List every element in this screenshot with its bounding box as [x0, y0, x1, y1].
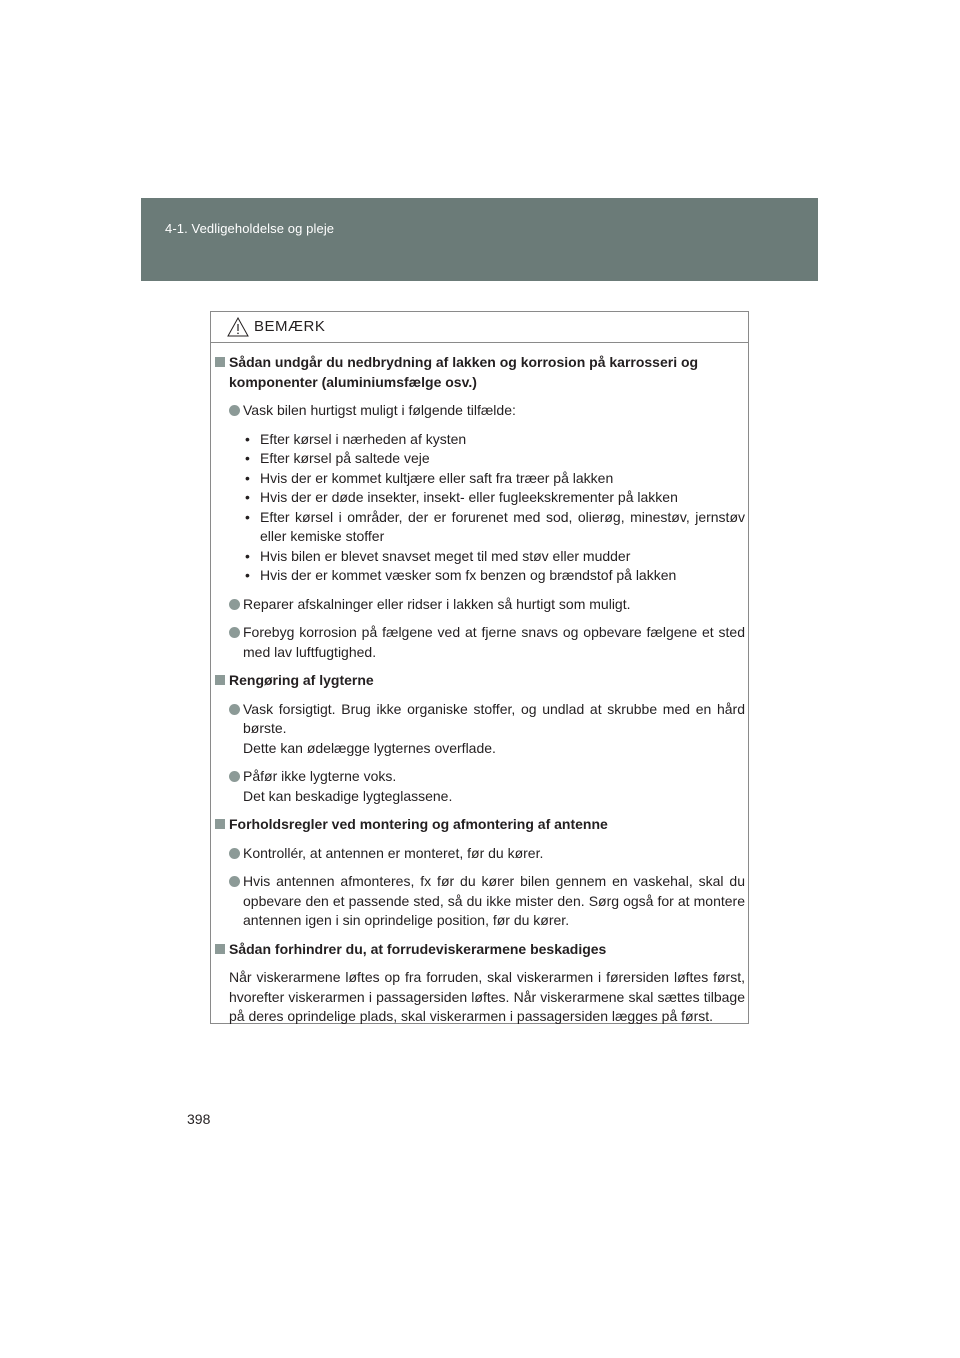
bullet-item — [215, 623, 745, 662]
dot-bullet-icon: • — [245, 430, 250, 447]
bullet-item — [215, 844, 745, 864]
sub-list — [215, 430, 745, 586]
list-item-text: Efter kørsel på saltede veje — [260, 450, 430, 466]
caution-title-row — [211, 312, 748, 343]
bullet-text: Påfør ikke lygterne voks. — [243, 768, 397, 784]
section-heading — [215, 940, 745, 960]
list-item — [245, 430, 745, 450]
caution-box — [210, 311, 749, 1024]
list-item-text: Hvis der er kommet væsker som fx benzen og brændstof på lakken — [260, 567, 677, 583]
square-bullet-icon — [215, 357, 225, 367]
list-item-text: Hvis bilen er blevet snavset meget til med støv eller mudder — [260, 547, 631, 564]
bullet-text: Kontrollér, at antennen er monteret, før du kører. — [243, 844, 544, 861]
bullet-text: Vask bilen hurtigst muligt i følgende tilfælde: — [243, 402, 516, 418]
dot-bullet-icon: • — [245, 508, 250, 525]
caution-title: BEMÆRK — [254, 318, 326, 335]
section-heading — [215, 353, 745, 392]
warning-triangle-icon — [227, 317, 249, 337]
bullet-text: Forebyg korrosion på fælgene ved at fjerne snavs og opbevare fælgene et sted med lav luftfugtighed. — [243, 624, 745, 660]
list-item — [245, 566, 745, 586]
circle-bullet-icon — [229, 405, 240, 416]
heading-text: Rengøring af lygterne — [229, 672, 374, 688]
list-item-text: Hvis der er kommet kultjære eller saft fra træer på lakken — [260, 469, 614, 486]
circle-bullet-icon — [229, 627, 240, 638]
bullet-item — [215, 700, 745, 759]
bullet-note: Dette kan ødelægge lygternes overflade. — [243, 739, 496, 756]
heading-text: Sådan undgår du nedbrydning af lakken og korrosion på karrosseri og komponenter (aluminiumsfælge osv.) — [229, 354, 699, 390]
paragraph: Når viskerarmene løftes op fra forruden, skal viskerarmen i førersiden løftes først, hvorefter viskerarmen i passagersiden løftes. Når viskerarmene skal sættes tilbage på deres oprindelige plads, skal viskerarmen i passagersiden lægges på først. — [229, 969, 745, 1024]
dot-bullet-icon: • — [245, 489, 250, 505]
section-title: 4-1. Vedligeholdelse og pleje — [165, 221, 335, 236]
list-item — [245, 547, 745, 567]
list-item-text: Efter kørsel i områder, der er forurenet med sod, olierøg, minestøv, jernstøv eller kemiske stoffer — [260, 508, 745, 544]
circle-bullet-icon — [229, 704, 240, 715]
bullet-item — [215, 872, 745, 931]
circle-bullet-icon — [229, 848, 240, 859]
list-item — [245, 508, 745, 547]
square-bullet-icon — [215, 675, 225, 685]
section-heading — [215, 815, 745, 835]
caution-content — [215, 353, 745, 1027]
chapter-header-band — [141, 198, 818, 281]
square-bullet-icon — [215, 819, 225, 829]
circle-bullet-icon — [229, 876, 240, 887]
section-heading — [215, 671, 745, 691]
circle-bullet-icon — [229, 599, 240, 610]
list-item-text: Hvis der er døde insekter, insekt- eller fugleekskrementer på lakken — [260, 489, 678, 505]
bullet-text: Hvis antennen afmonteres, fx før du kører bilen gennem en vaskehal, skal du opbevare den et passende sted, så du ikke mister den. Sørg også for at montere antennen igen i sin oprindelige position, før du kører. — [243, 873, 745, 928]
dot-bullet-icon: • — [245, 469, 250, 486]
bullet-item — [215, 767, 745, 806]
list-item — [245, 469, 745, 489]
bullet-item — [215, 595, 745, 615]
list-item — [245, 449, 745, 469]
list-item — [245, 488, 745, 508]
circle-bullet-icon — [229, 771, 240, 782]
bullet-item — [215, 401, 745, 421]
bullet-note: Det kan beskadige lygteglassene. — [243, 787, 453, 804]
bullet-text: Vask forsigtigt. Brug ikke organiske stoffer, og undlad at skrubbe med en hård børste. — [243, 700, 745, 736]
square-bullet-icon — [215, 944, 225, 954]
list-item-text: Efter kørsel i nærheden af kysten — [260, 430, 467, 447]
dot-bullet-icon: • — [245, 567, 250, 583]
heading-text: Sådan forhindrer du, at forrudeviskerarmene beskadiges — [229, 940, 607, 957]
page-number: 398 — [187, 1111, 211, 1127]
dot-bullet-icon: • — [245, 547, 250, 564]
heading-text: Forholdsregler ved montering og afmontering af antenne — [229, 816, 608, 832]
dot-bullet-icon: • — [245, 450, 250, 466]
bullet-text: Reparer afskalninger eller ridser i lakken så hurtigt som muligt. — [243, 595, 631, 612]
